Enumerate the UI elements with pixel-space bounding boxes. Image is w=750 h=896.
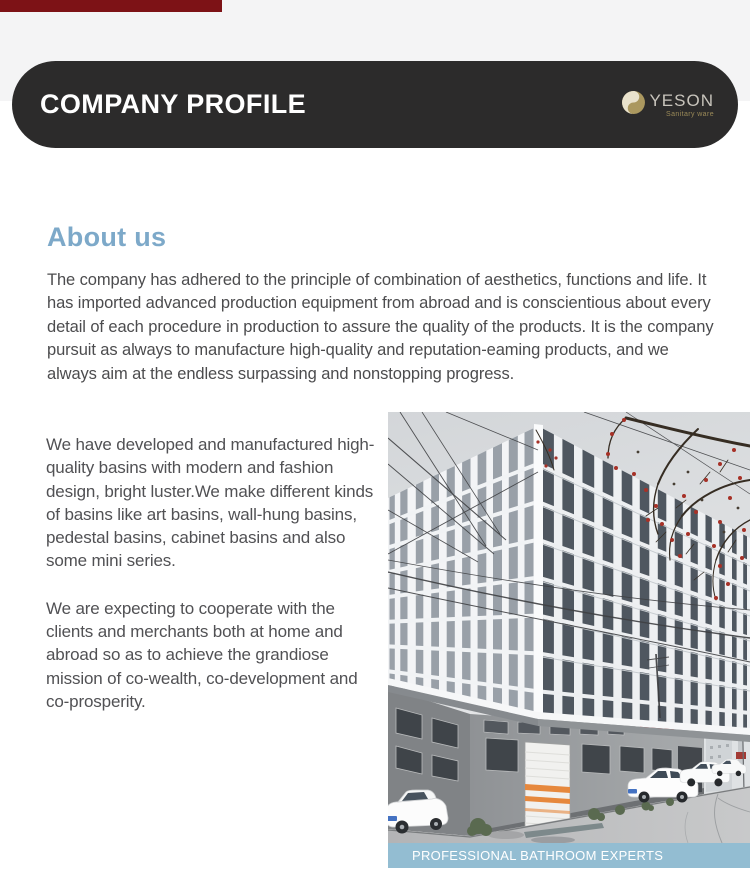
paragraph-cooperation: We are expecting to cooperate with the clients and merchants both at home and abroad so as to achieve the grandiose mission of co-wealth, co-development and co-prosperity. — [46, 598, 358, 711]
factory-photo-illustration — [388, 412, 750, 843]
photo-caption-banner — [388, 843, 750, 868]
logo-emblem-icon — [621, 90, 646, 120]
paragraph-basins: We have developed and manufactured high-quality basins with modern and fashion design, bright luster.We make different kinds of basins like art basins, wall-hung basins, pedestal basins, cabinet basins and also some mini series. — [46, 435, 375, 571]
logo-text — [649, 92, 714, 118]
page-title: COMPANY PROFILE — [40, 89, 307, 119]
about-intro-paragraph: The company has adhered to the principle of combination of aesthetics, functions and life. It has imported advanced production equipment from abroad and is conscientious about every detail of each procedure in production to assure the quality of the products. It is the company pursuit as always to manufacture high-quality and reputation-eaming products, and we always aim at the endless surpassing and nonstopping progress. — [47, 271, 714, 383]
corner-pillar — [534, 424, 543, 718]
logo-name: YESON — [649, 90, 714, 110]
header-bar — [12, 61, 738, 148]
logo-tagline: Sanitary ware — [666, 110, 714, 118]
about-heading: About us — [47, 222, 167, 252]
brand-logo — [621, 90, 714, 120]
photo-caption: PROFESSIONAL BATHROOM EXPERTS — [412, 848, 664, 863]
about-left-column — [46, 433, 384, 737]
top-red-strip — [0, 0, 222, 12]
factory-photo — [388, 412, 750, 868]
